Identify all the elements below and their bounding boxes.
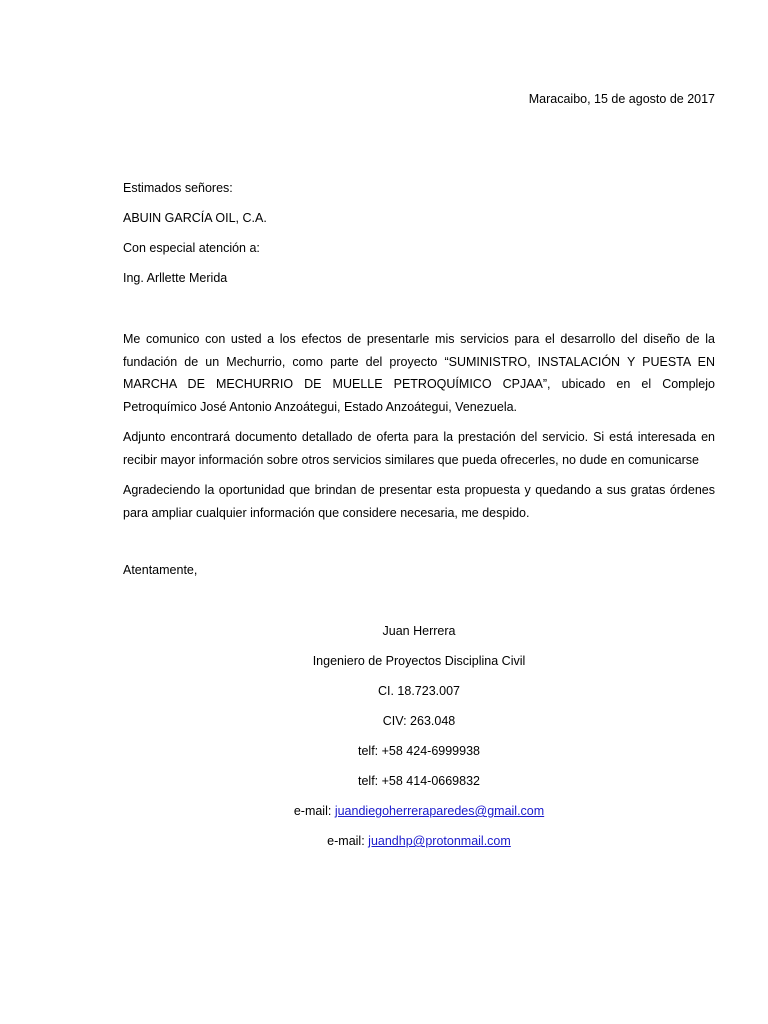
email-link-gmail[interactable]: juandiegoherreraparedes@gmail.com bbox=[334, 804, 545, 818]
paragraph-attachment: Adjunto encontrará documento detallado de oferta para la prestación del servicio. Si está interesada en recibir mayor información sobre otros servicios similares que pueda ofrecerles, no dude en comunicarse bbox=[123, 430, 715, 467]
signature-ci: CI. 18.723.007 bbox=[377, 684, 460, 698]
salutation: Estimados señores: bbox=[123, 181, 233, 195]
signature-title: Ingeniero de Proyectos Disciplina Civil bbox=[312, 654, 526, 668]
signature-email-row-1 bbox=[0, 804, 768, 818]
paragraph-introduction: Me comunico con usted a los efectos de presentarle mis servicios para el desarrollo del diseño de la fundación de un Mechurrio, como parte del proyecto “SUMINISTRO, INSTALACIÓN Y PUESTA EN MARCHA DE MECHURRIO DE MUELLE PETROQUÍMICO CPJAA”, ubicado en el Complejo Petroquímico José Antonio Anzoátegui, Estado Anzoátegui, Venezuela. bbox=[123, 332, 715, 414]
email-label: e-mail: bbox=[327, 834, 365, 848]
attention-line: Con especial atención a: bbox=[123, 241, 260, 255]
signature-civ: CIV: 263.048 bbox=[382, 714, 456, 728]
email-label: e-mail: bbox=[293, 804, 332, 818]
letter-date: Maracaibo, 15 de agosto de 2017 bbox=[528, 92, 715, 106]
recipient-name: Ing. Arllette Merida bbox=[123, 271, 228, 285]
signature-phone-1: telf: +58 424-6999938 bbox=[358, 744, 480, 758]
company-name: ABUIN GARCÍA OIL, C.A. bbox=[123, 211, 267, 225]
signature-email-row-2 bbox=[0, 834, 768, 848]
signature-phone-2: telf: +58 414-0669832 bbox=[358, 774, 480, 788]
signature-name: Juan Herrera bbox=[382, 624, 456, 638]
closing-phrase: Atentamente, bbox=[123, 563, 198, 577]
email-link-protonmail[interactable]: juandhp@protonmail.com bbox=[368, 834, 511, 848]
paragraph-closing: Agradeciendo la oportunidad que brindan de presentar esta propuesta y quedando a sus gratas órdenes para ampliar cualquier información que considere necesaria, me despido. bbox=[123, 483, 715, 520]
